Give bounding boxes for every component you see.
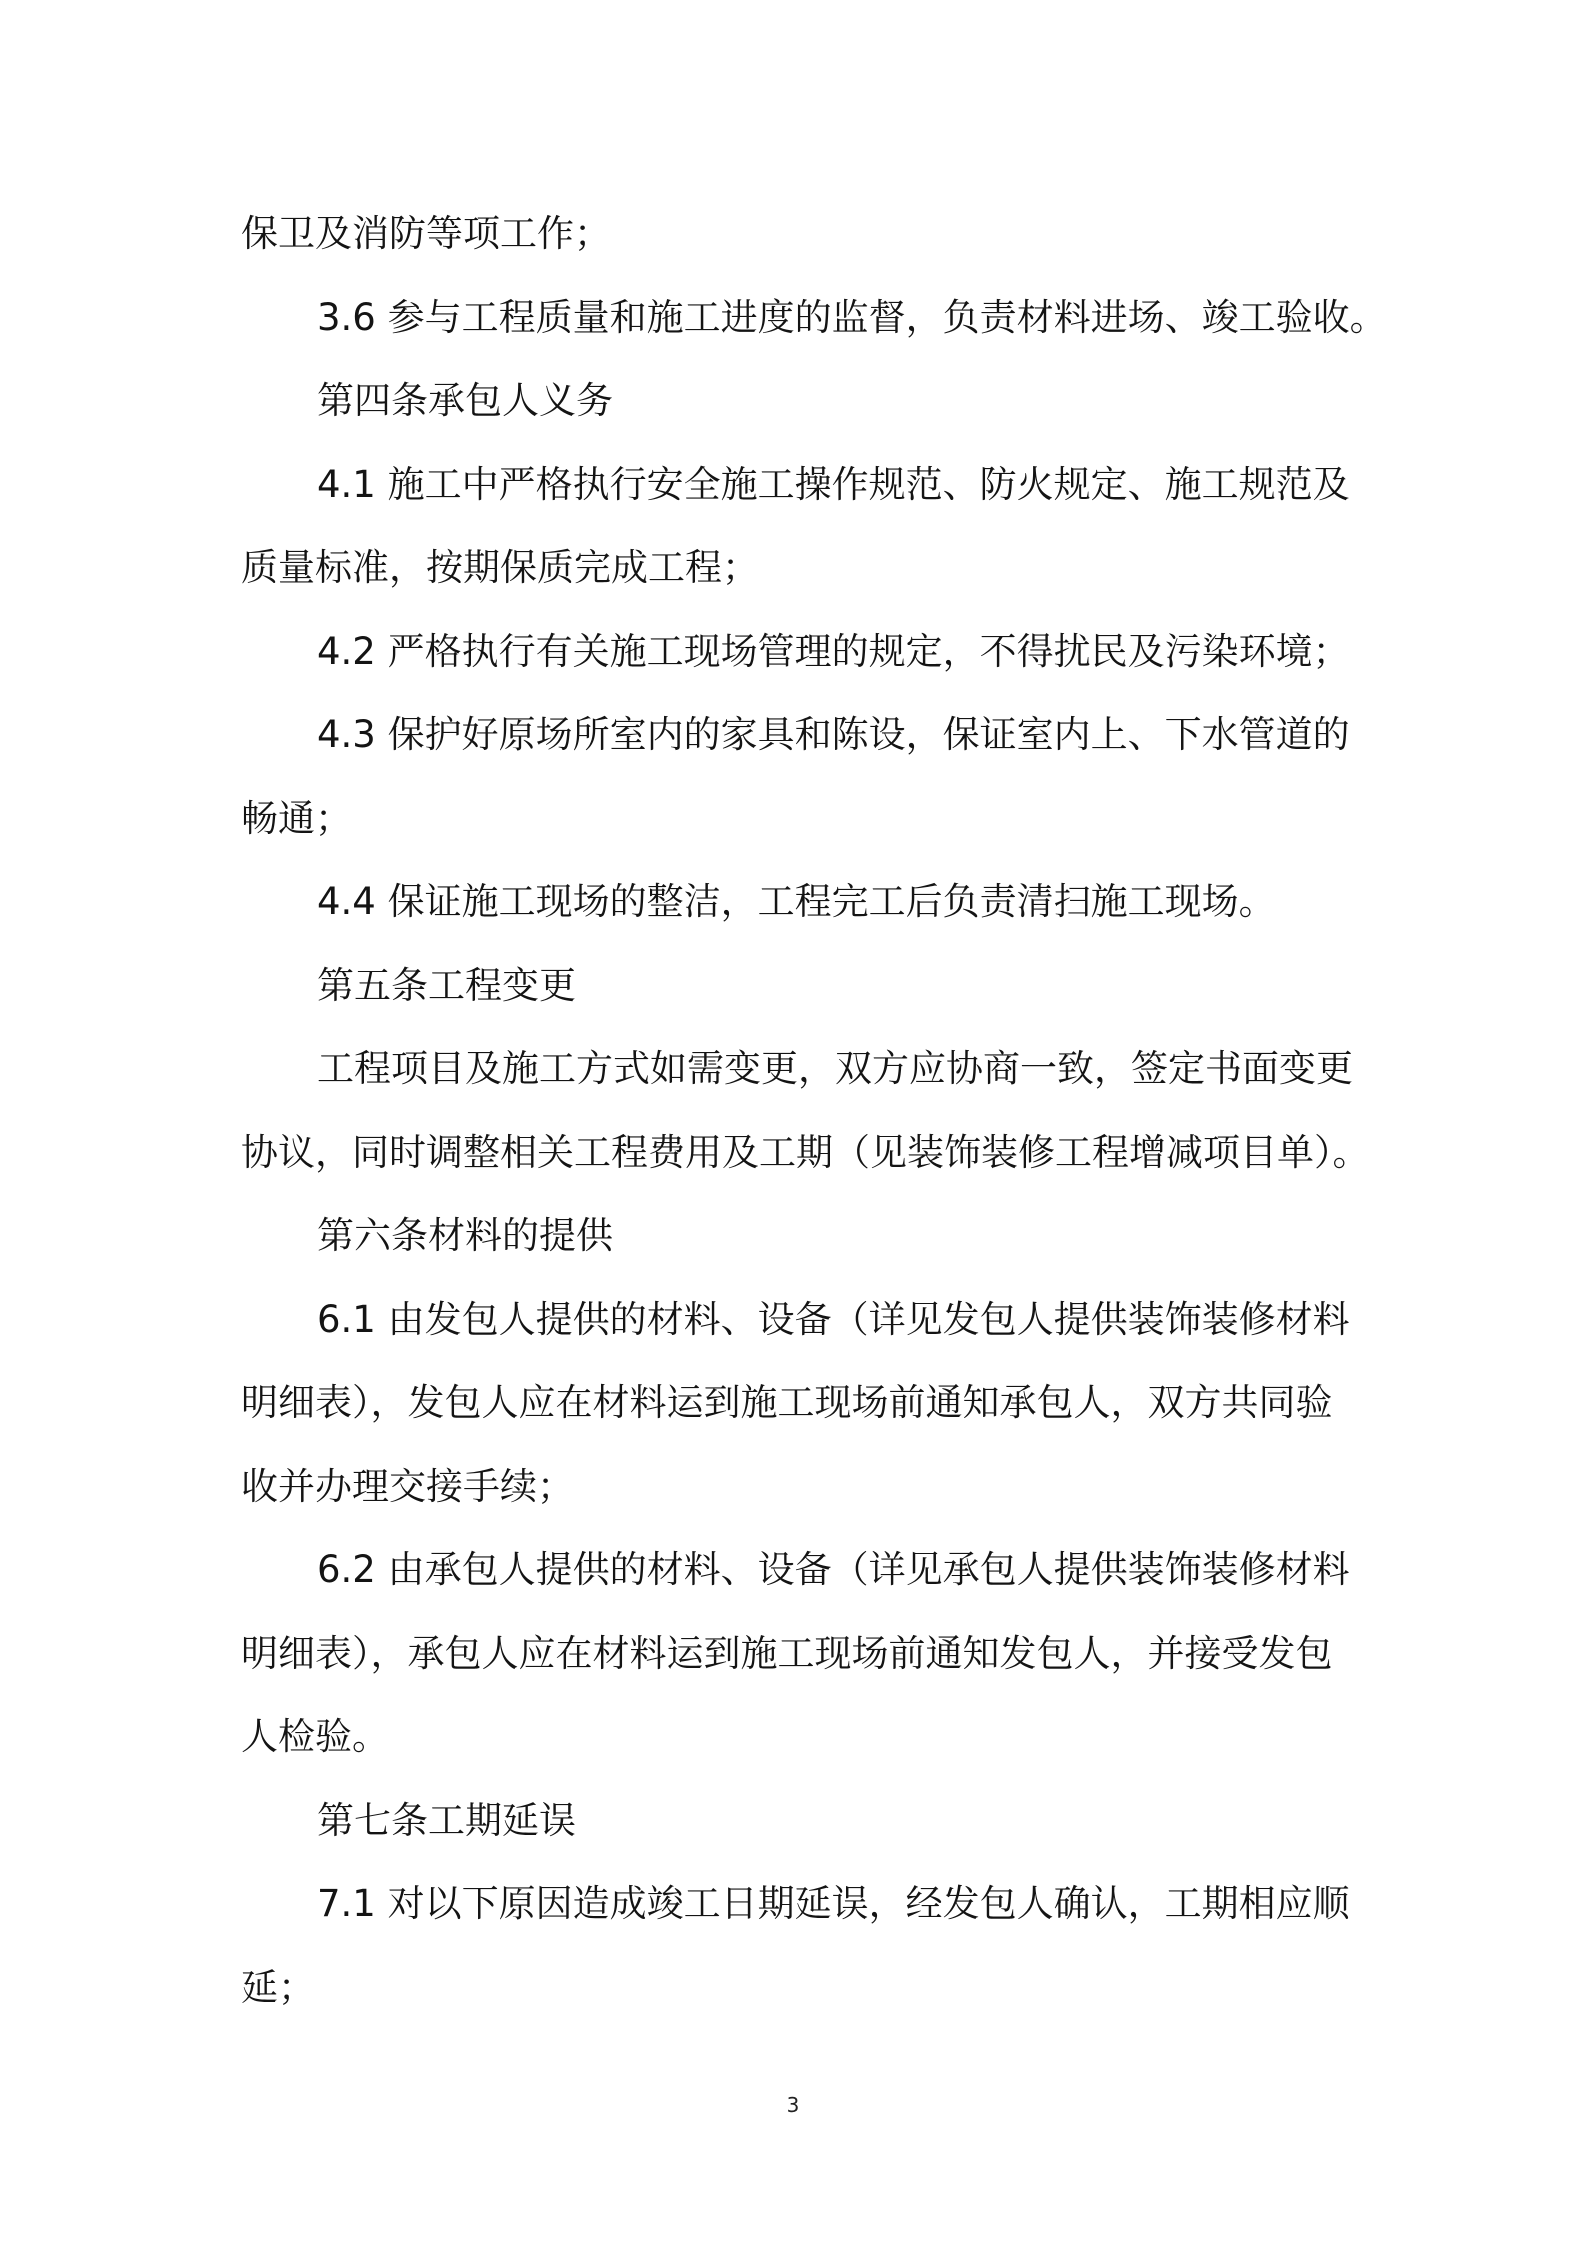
article-5-text: 工程项目及施工方式如需变更，双方应协商一致，签定书面变更 [317, 1047, 1353, 1090]
text-line: 延； [241, 1965, 315, 2009]
clause-3-6: 3.6 参与工程质量和施工进度的监督，负责材料进场、竣工验收。 [317, 295, 1387, 339]
clause-4-3: 4.3 保护好原场所室内的家具和陈设，保证室内上、下水管道的 [317, 713, 1350, 756]
article-7-heading: 第七条工期延误 [317, 1798, 576, 1842]
clause-4-4: 4.4 保证施工现场的整洁，工程完工后负责清扫施工现场。 [317, 880, 1276, 923]
clause-4-2: 4.2 严格执行有关施工现场管理的规定，不得扰民及污染环境； [317, 629, 1350, 673]
text-line: 明细表），发包人应在材料运到施工现场前通知承包人，双方共同验 [241, 1381, 1333, 1424]
document-body [241, 192, 1387, 2029]
text-line: 明细表），承包人应在材料运到施工现场前通知发包人，并接受发包 [241, 1631, 1333, 1675]
article-5-heading: 第五条工程变更 [317, 963, 576, 1007]
page-number: 3 [786, 2093, 800, 2117]
text-line: 畅通； [241, 796, 352, 840]
clause-6-2: 6.2 由承包人提供的材料、设备（详见承包人提供装饰装修材料 [317, 1548, 1350, 1591]
clause-7-1: 7.1 对以下原因造成竣工日期延误，经发包人确认，工期相应顺 [317, 1882, 1350, 1925]
text-line: 质量标准，按期保质完成工程； [241, 546, 759, 589]
text-line: 保卫及消防等项工作； [241, 212, 611, 255]
text-line: 协议，同时调整相关工程费用及工期（见装饰装修工程增减项目单）。 [241, 1130, 1370, 1174]
clause-6-1: 6.1 由发包人提供的材料、设备（详见发包人提供装饰装修材料 [317, 1297, 1350, 1341]
text-line: 人检验。 [241, 1715, 389, 1758]
article-4-heading: 第四条承包人义务 [317, 379, 613, 422]
article-6-heading: 第六条材料的提供 [317, 1214, 613, 1257]
text-line: 收并办理交接手续； [241, 1464, 574, 1508]
clause-4-1: 4.1 施工中严格执行安全施工操作规范、防火规定、施工规范及 [317, 462, 1350, 506]
